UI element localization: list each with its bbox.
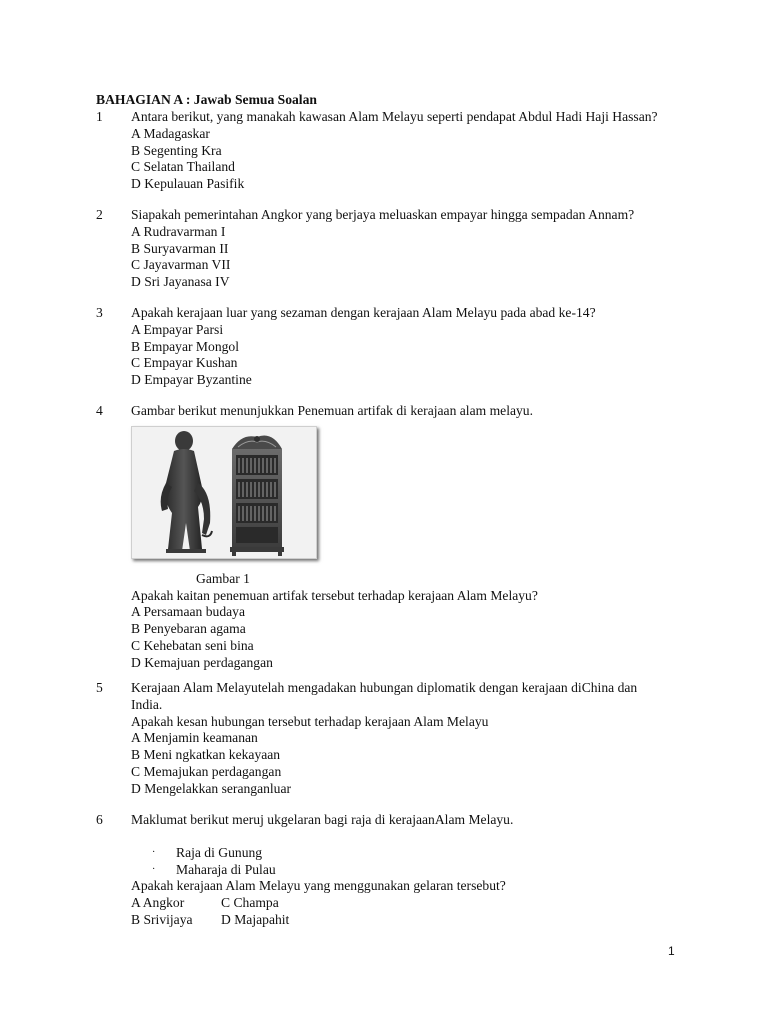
- option-c: C Jayavarman VII: [131, 257, 231, 273]
- question-body: [131, 207, 696, 291]
- option-b: B Suryavarman II: [131, 240, 229, 256]
- option-d: D Kepulauan Pasifik: [131, 176, 245, 192]
- question-text: Siapakah pemerintahan Angkor yang berjaya meluaskan empayar hingga sempadan Annam?: [131, 207, 635, 222]
- option-b: B Segenting Kra: [131, 142, 222, 158]
- question-number: 5: [96, 680, 103, 695]
- question-text: Antara berikut, yang manakah kawasan Alam Melayu seperti pendapat Abdul Hadi Haji Hassan?: [131, 109, 658, 124]
- option-d: D Majapahit: [221, 911, 290, 927]
- option-c: C Empayar Kushan: [131, 355, 238, 371]
- question-number: 1: [96, 109, 103, 124]
- question-number: 3: [96, 305, 103, 320]
- bullet-text: Raja di Gunung: [176, 844, 263, 860]
- question-prompt: Apakah kerajaan Alam Melayu yang menggunakan gelaran tersebut?: [131, 878, 506, 894]
- question-body: [131, 812, 696, 929]
- option-d: D Kemajuan perdagangan: [131, 654, 273, 670]
- bullet-icon: ·: [152, 863, 156, 875]
- question-prompt: Apakah kesan hubungan tersebut terhadap kerajaan Alam Melayu: [131, 713, 489, 729]
- option-c: C Selatan Thailand: [131, 159, 235, 175]
- question-text: Maklumat berikut meruj ukgelaran bagi raja di kerajaanAlam Melayu.: [131, 812, 514, 827]
- question-body: [131, 680, 651, 798]
- question-6: [96, 812, 696, 929]
- question-prompt: Apakah kaitan penemuan artifak tersebut terhadap kerajaan Alam Melayu?: [131, 587, 538, 603]
- question-2: [96, 207, 696, 291]
- option-a: A Menjamin keamanan: [131, 730, 258, 746]
- option-c: C Memajukan perdagangan: [131, 763, 282, 779]
- option-c: C Champa: [221, 895, 279, 911]
- question-5: [96, 680, 696, 798]
- list-item: [152, 845, 696, 862]
- artifact-figure: [131, 426, 317, 559]
- question-4: [96, 403, 696, 672]
- artifact-photo: [132, 427, 316, 558]
- bullet-icon: ·: [152, 846, 156, 858]
- list-item: [152, 862, 696, 879]
- option-b: B Srivijaya: [131, 911, 193, 927]
- question-body: [131, 305, 696, 389]
- option-a: A Rudravarman I: [131, 223, 226, 239]
- question-1: [96, 109, 696, 193]
- question-number: 2: [96, 207, 103, 222]
- option-a: A Empayar Parsi: [131, 321, 224, 337]
- option-d: D Sri Jayanasa IV: [131, 274, 230, 290]
- option-a: A Angkor: [131, 895, 185, 911]
- option-d: D Mengelakkan seranganluar: [131, 780, 292, 796]
- section-title: BAHAGIAN A : Jawab Semua Soalan: [96, 92, 317, 107]
- question-text: Apakah kerajaan luar yang sezaman dengan kerajaan Alam Melayu pada abad ke-14?: [131, 305, 596, 320]
- bullet-text: Maharaja di Pulau: [176, 861, 276, 877]
- page-number: 1: [668, 944, 675, 958]
- option-b: B Meni ngkatkan kekayaan: [131, 747, 281, 763]
- option-b: B Empayar Mongol: [131, 338, 239, 354]
- question-body: [131, 109, 696, 193]
- question-3: [96, 305, 696, 389]
- option-c: C Kehebatan seni bina: [131, 637, 254, 653]
- question-text: Gambar berikut menunjukkan Penemuan artifak di kerajaan alam melayu.: [131, 403, 533, 418]
- shelf-figure: [230, 435, 284, 556]
- bullet-list: [152, 845, 696, 879]
- question-text: Kerajaan Alam Melayutelah mengadakan hubungan diplomatik dengan kerajaan diChina dan India.: [131, 680, 638, 712]
- question-body: [131, 403, 696, 672]
- question-number: 4: [96, 403, 103, 418]
- figure-caption: Gambar 1: [196, 570, 250, 586]
- question-number: 6: [96, 812, 103, 827]
- option-d: D Empayar Byzantine: [131, 372, 252, 388]
- option-a: A Madagaskar: [131, 125, 210, 141]
- options-grid: [131, 895, 696, 929]
- option-a: A Persamaan budaya: [131, 604, 245, 620]
- option-b: B Penyebaran agama: [131, 621, 246, 637]
